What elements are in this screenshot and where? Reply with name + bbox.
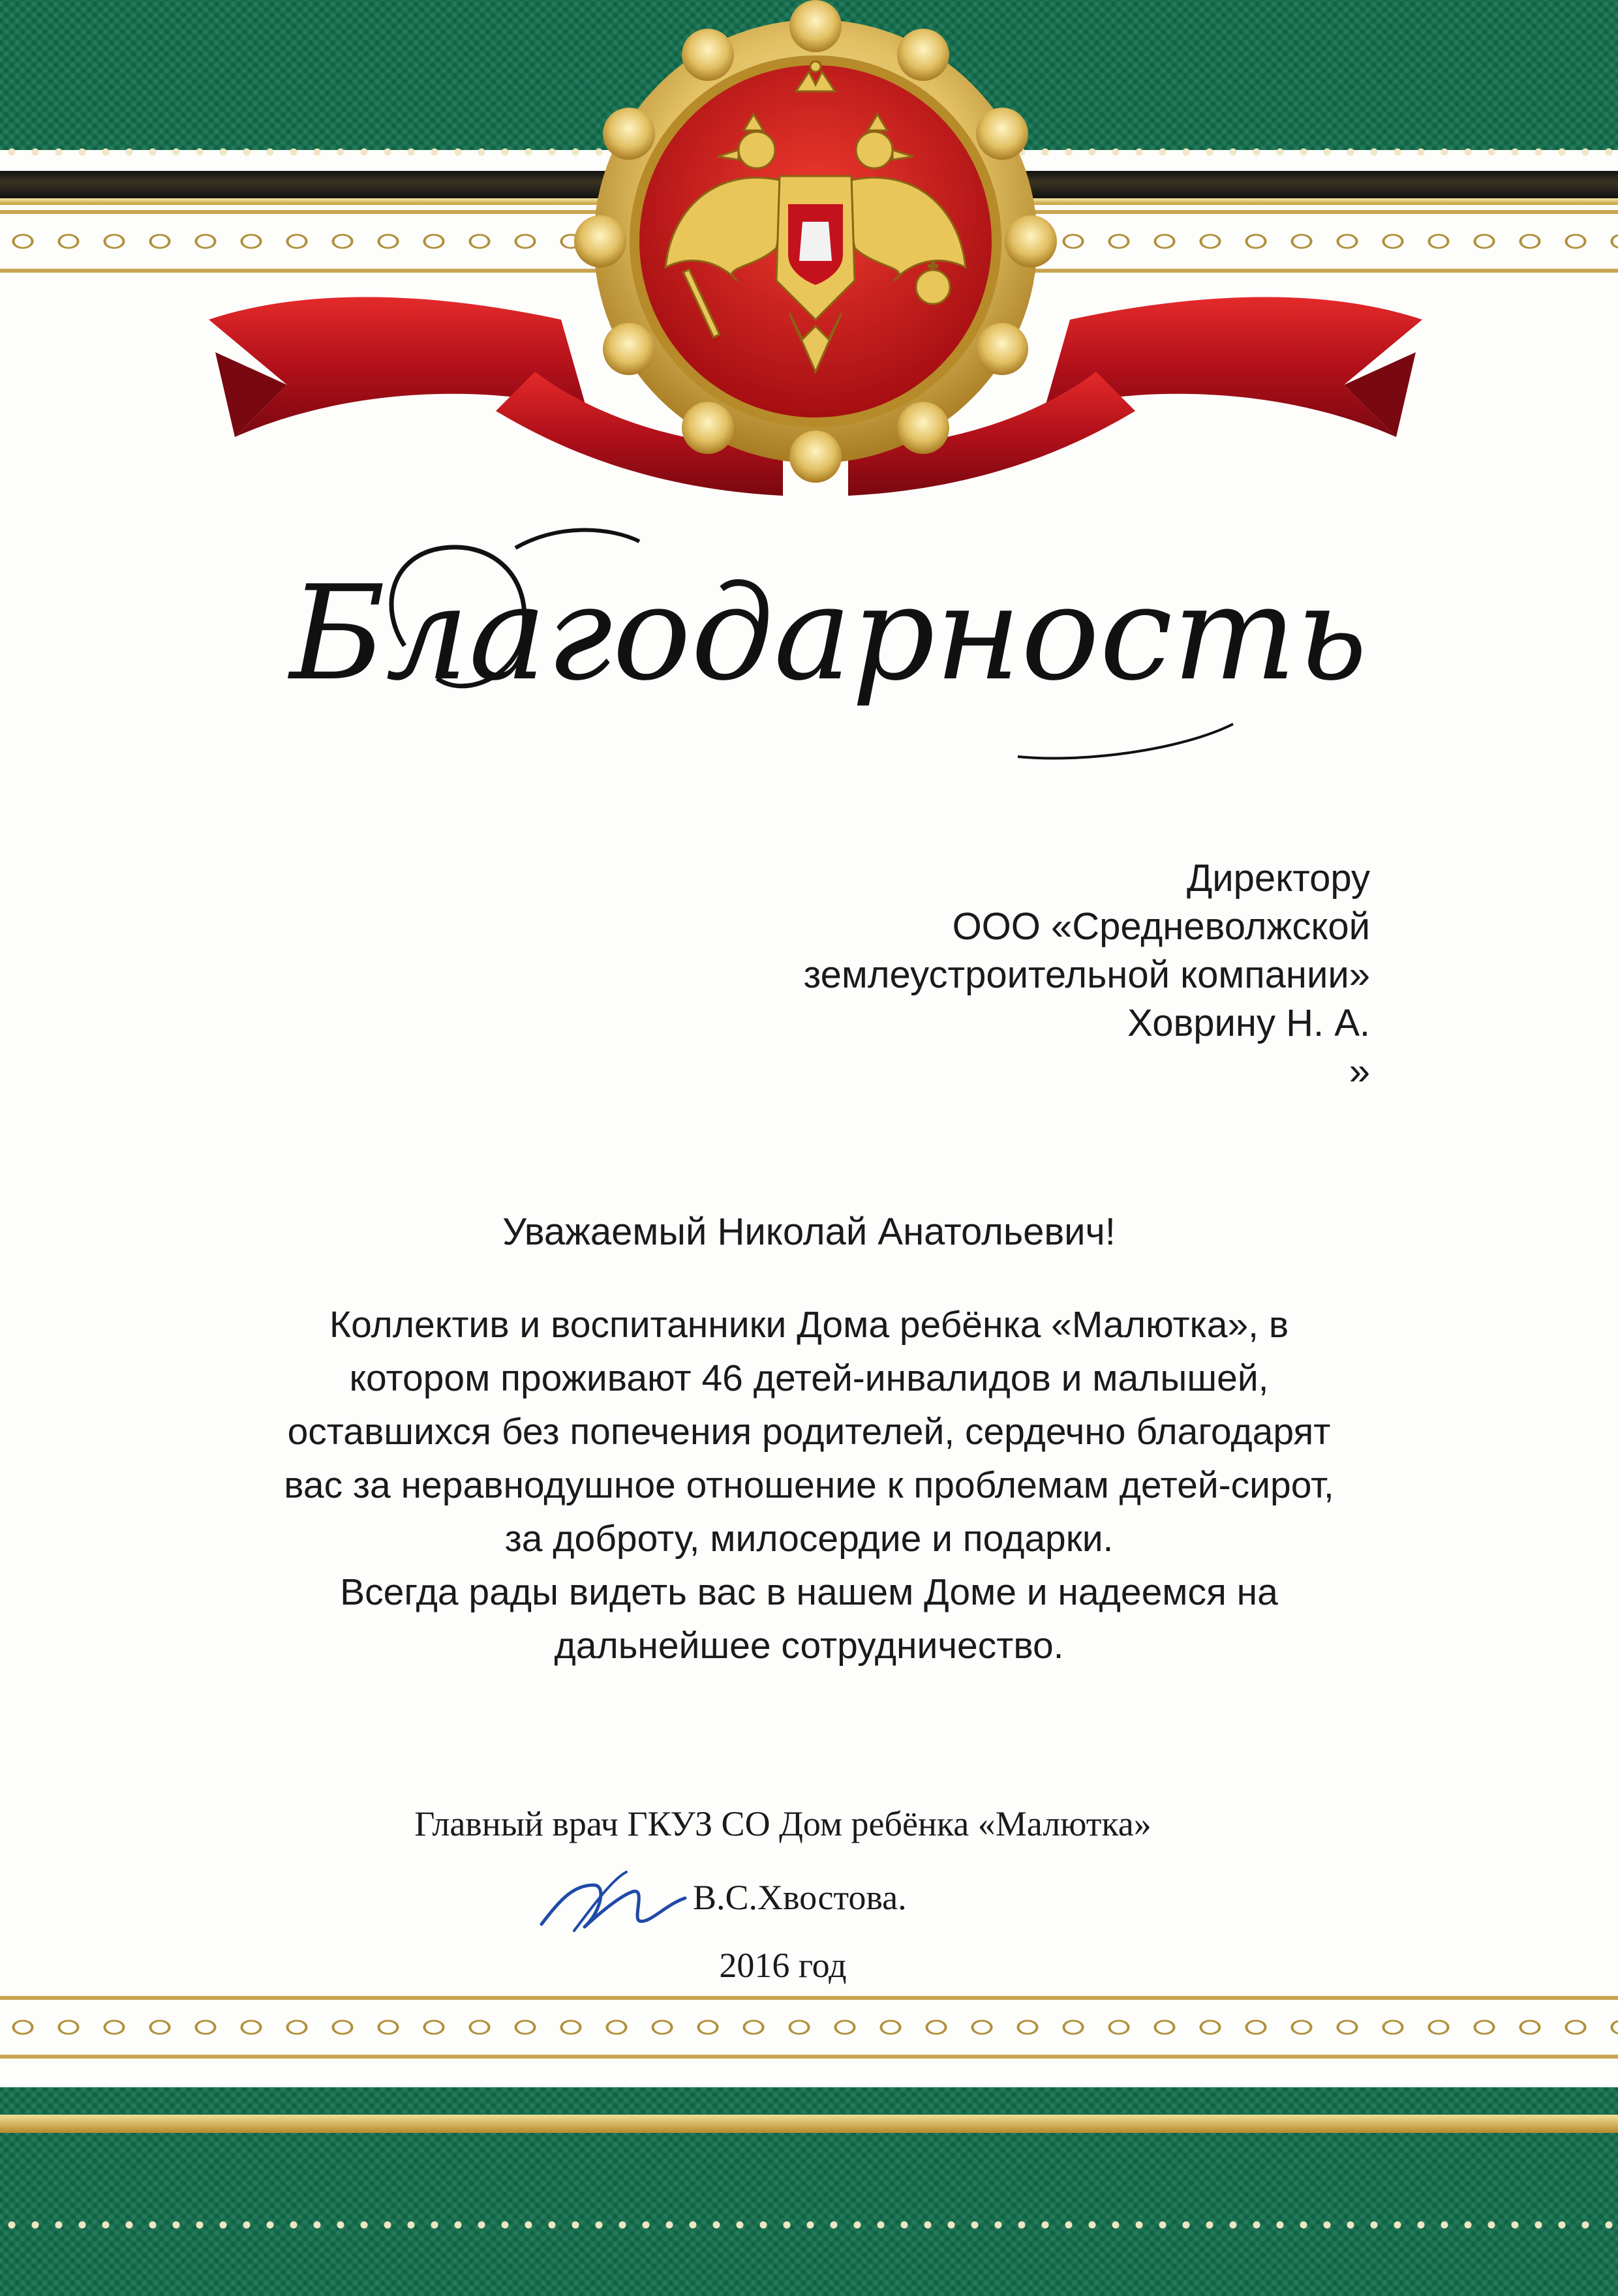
body-line: за доброту, милосердие и подарки. <box>504 1518 1114 1560</box>
salutation: Уважаемый Николай Анатольевич! <box>502 1211 1116 1253</box>
body-line: Всегда рады видеть вас в нашем Доме и надеемся на <box>340 1571 1278 1613</box>
document-year: 2016 год <box>719 1946 847 1985</box>
body-line: котором проживают 46 детей-инвалидов и малышей, <box>349 1357 1269 1399</box>
addressee-line: Ховрину Н. А. <box>1127 1002 1370 1044</box>
body-line: Коллектив и воспитанники Дома ребёнка «Малютка», в <box>329 1304 1289 1346</box>
signatory-title: Главный врач ГКУЗ СО Дом ребёнка «Малютка» <box>414 1804 1152 1843</box>
bottom-gold-stripe <box>0 2115 1618 2133</box>
document-title <box>290 509 1367 809</box>
bottom-decorative-band <box>0 2087 1618 2296</box>
addressee-line: ООО «Средневолжской <box>952 905 1370 948</box>
bottom-dot-row <box>0 2218 1618 2232</box>
letter-body <box>222 1298 1396 1672</box>
addressee-block <box>587 854 1370 1096</box>
bottom-ornament-border <box>0 1996 1618 2059</box>
emblem-icon <box>196 46 1435 515</box>
addressee-line: Директору <box>1187 857 1370 899</box>
body-line: оставшихся без попечения родителей, сердечно благодарят <box>287 1411 1331 1453</box>
title-text: Благодарность <box>290 558 1367 710</box>
addressee-line: землеустроительной компании» <box>803 954 1370 996</box>
signatory-name: В.С.Хвостова. <box>693 1878 907 1917</box>
body-line: дальнейшее сотрудничество. <box>554 1625 1064 1667</box>
addressee-line: » <box>1349 1050 1370 1093</box>
body-line: вас за неравнодушное отношение к проблемам детей-сирот, <box>284 1464 1334 1506</box>
signature-icon <box>535 1859 692 1944</box>
